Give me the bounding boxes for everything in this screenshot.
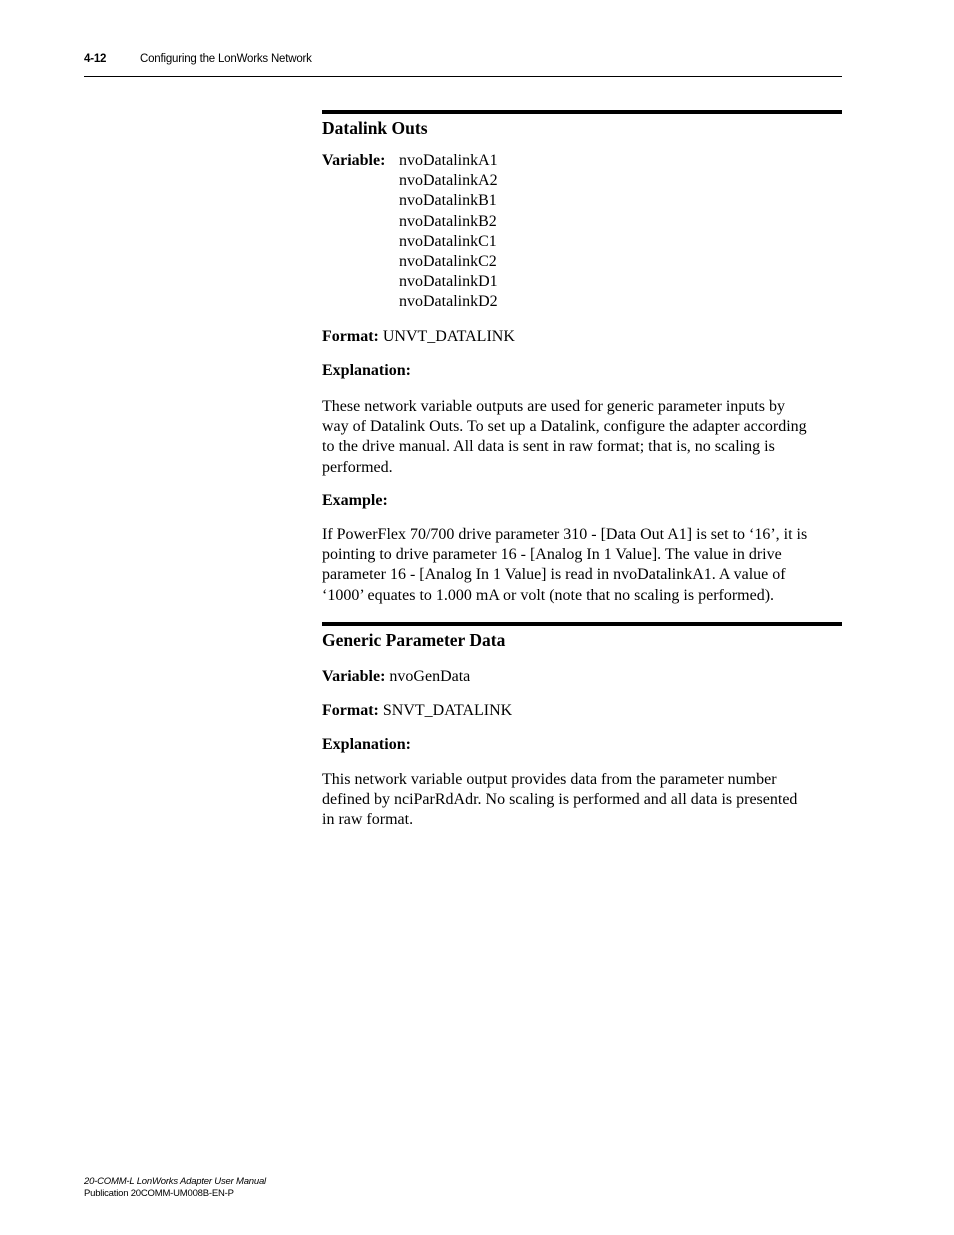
variable-item: nvoDatalinkD2	[399, 293, 498, 311]
variable-field-generic	[322, 667, 470, 687]
variable-item: nvoDatalinkA2	[399, 172, 498, 190]
example-label: Example:	[322, 492, 388, 509]
format-value: UNVT_DATALINK	[382, 328, 515, 345]
page-header	[84, 52, 842, 77]
format-field-datalink	[322, 327, 515, 347]
explanation-paragraph-datalink	[322, 397, 842, 478]
example-paragraph	[322, 525, 842, 606]
paragraph-line: pointing to drive parameter 16 - [Analog In 1 Value]. The value in drive	[322, 546, 782, 564]
variable-item: nvoDatalinkD1	[399, 273, 498, 291]
explanation-paragraph-generic	[322, 770, 842, 831]
variable-label: Variable:	[322, 152, 386, 169]
variable-list	[399, 151, 498, 313]
example-heading	[322, 491, 388, 511]
paragraph-line: performed.	[322, 458, 393, 476]
variable-item: nvoDatalinkB1	[399, 192, 497, 210]
paragraph-line: parameter 16 - [Analog In 1 Value] is read in nvoDatalinkA1. A value of	[322, 566, 786, 584]
section-rule-generic-parameter-data	[322, 622, 842, 626]
paragraph-line: in raw format.	[322, 811, 414, 829]
paragraph-line: ‘1000’ equates to 1.000 mA or volt (note that no scaling is performed).	[322, 586, 775, 604]
paragraph-line: way of Datalink Outs. To set up a Datalink, configure the adapter according	[322, 418, 807, 436]
variable-item: nvoDatalinkC1	[399, 232, 497, 250]
page-footer	[84, 1176, 266, 1200]
paragraph-line: This network variable output provides data from the parameter number	[322, 771, 777, 788]
paragraph-line: defined by nciParRdAdr. No scaling is performed and all data is presented	[322, 791, 798, 809]
page-number: 4-12	[84, 53, 107, 65]
section-title-generic-parameter-data: Generic Parameter Data	[322, 630, 506, 650]
explanation-heading-datalink	[322, 361, 411, 381]
variable-item: nvoDatalinkC2	[399, 252, 497, 270]
variable-label-datalink	[322, 151, 385, 171]
section-title-datalink-outs: Datalink Outs	[322, 118, 428, 138]
format-value: SNVT_DATALINK	[382, 702, 513, 719]
explanation-heading-generic	[322, 735, 411, 755]
variable-item: nvoDatalinkA1	[399, 152, 498, 169]
variable-value: nvoGenData	[389, 668, 471, 685]
chapter-title: Configuring the LonWorks Network	[140, 53, 312, 65]
section-rule-datalink-outs	[322, 110, 842, 114]
paragraph-line: If PowerFlex 70/700 drive parameter 310 - [Data Out A1] is set to ‘16’, it is	[322, 526, 808, 543]
format-label: Format:	[322, 328, 379, 345]
format-field-generic	[322, 701, 512, 721]
explanation-label: Explanation:	[322, 362, 411, 379]
format-label: Format:	[322, 702, 379, 719]
footer-manual-title: 20-COMM-L LonWorks Adapter User Manual	[84, 1176, 266, 1187]
variable-label: Variable:	[322, 668, 386, 685]
paragraph-line: to the drive manual. All data is sent in raw format; that is, no scaling is	[322, 438, 775, 456]
footer-publication: Publication 20COMM-UM008B-EN-P	[84, 1188, 234, 1199]
explanation-label: Explanation:	[322, 736, 411, 753]
paragraph-line: These network variable outputs are used for generic parameter inputs by	[322, 398, 785, 415]
variable-item: nvoDatalinkB2	[399, 212, 497, 230]
